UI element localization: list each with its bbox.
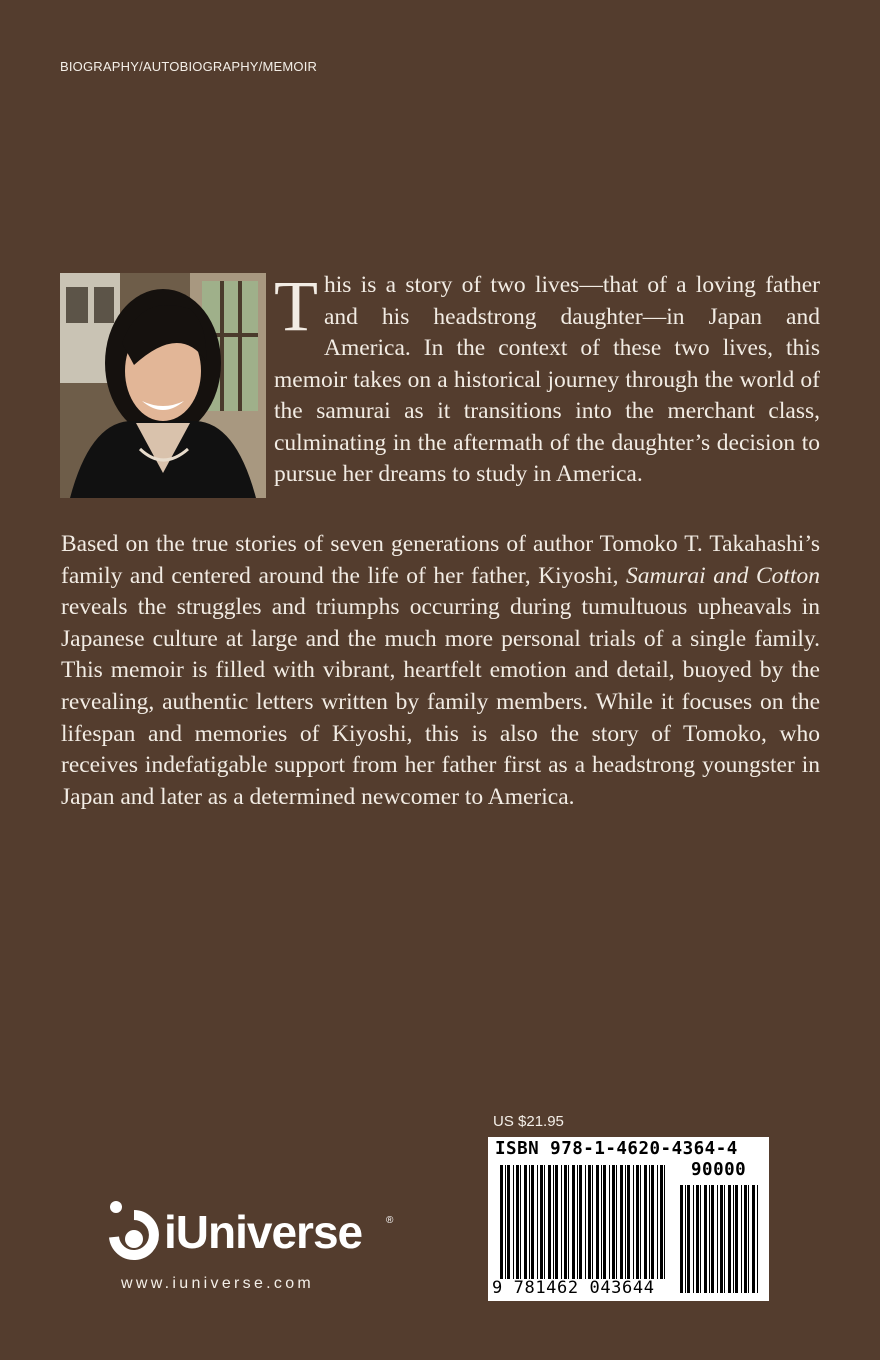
barcode-bar [700,1185,701,1293]
barcode-bar [572,1165,575,1279]
blurb-main-text-end: reveals the struggles and triumphs occurring during tumultuous upheavals in Japanese culture at large and the much more personal trials of a single family. This memoir is filled with vibrant, heartfelt emotion and detail, buoyed by the revealing, authentic letters written by family members. While it focuses on the lifespan and memories of Kiyoshi, this is also the story of Tomoko, who receives indefatigable support from her father first as a headstrong youngster in Japan and later as a determined newcomer to America. [61,594,820,810]
barcode-bar [660,1165,663,1279]
barcode-bar [601,1165,602,1279]
barcode-bar [548,1165,551,1279]
barcode-bar [720,1185,723,1293]
barcode-bar [693,1185,694,1293]
barcode-bar [516,1165,519,1279]
barcode-bar [757,1185,758,1293]
barcode-bar [680,1185,683,1293]
barcode-bar [520,1165,521,1279]
blurb-main-paragraph [61,529,820,813]
barcode-bar [540,1165,543,1279]
barcode-bar [620,1165,623,1279]
barcode-bar [579,1165,582,1279]
barcode-bar [744,1185,747,1293]
book-title-italic: Samurai and Cotton [626,562,820,589]
publisher-website: www.iuniverse.com [121,1275,315,1292]
barcode-bar [596,1165,599,1279]
barcode-bar [636,1165,639,1279]
barcode-bar [733,1185,734,1293]
barcode-bar [711,1185,714,1293]
barcode-digits: 9 781462 043644 [492,1278,655,1298]
barcode-bar [505,1165,506,1279]
barcode-bar [752,1185,755,1293]
barcode-bar [537,1165,538,1279]
barcode-bar [603,1165,606,1279]
genre-category: BIOGRAPHY/AUTOBIOGRAPHY/MEMOIR [60,59,318,74]
iuniverse-logo-icon [104,1197,164,1269]
barcode-bar [531,1165,534,1279]
barcode-bar [717,1185,718,1293]
barcode-bar [685,1185,686,1293]
barcode-bar [724,1185,725,1293]
barcode-bar [735,1185,738,1293]
isbn-barcode [488,1137,769,1301]
barcode-bar [544,1165,545,1279]
barcode-bar [524,1165,527,1279]
barcode-bar [513,1165,514,1279]
barcode-bar [709,1185,710,1293]
author-photo [60,273,266,498]
drop-cap: T [274,266,318,346]
barcode-bar [507,1165,510,1279]
barcode-bar [561,1165,562,1279]
barcode-bar [640,1165,641,1279]
barcode-bar [529,1165,530,1279]
barcode-bar [728,1185,731,1293]
barcode-bar [625,1165,626,1279]
registered-mark: ® [386,1215,394,1226]
price-addon-code: 90000 [691,1160,747,1180]
barcode-bar [627,1165,630,1279]
publisher-name: iUniverse [164,1206,363,1258]
barcode-bar [748,1185,749,1293]
barcode-bar [664,1165,665,1279]
barcode-bar [555,1165,558,1279]
blurb-intro-paragraph [274,266,820,491]
barcode-bar [696,1185,699,1293]
barcode-bar [649,1165,650,1279]
barcode-bar [633,1165,634,1279]
isbn-label: ISBN 978-1-4620-4364-4 [495,1139,738,1159]
barcode-bar [588,1165,591,1279]
barcode-bar [609,1165,610,1279]
barcode-bar [568,1165,569,1279]
price-label: US $21.95 [493,1113,564,1130]
blurb-intro-text: his is a story of two lives—that of a loving father and his headstrong daughter—in Japan and America. In the context of these two lives, this memoir takes on a historical journey through the world of the samurai as it transitions into the merchant class, culminating in the aftermath of the daughter’s decision to pursue her dreams to study in America. [274,272,820,487]
barcode-bar [585,1165,586,1279]
barcode-bar [564,1165,567,1279]
barcode-bar [741,1185,742,1293]
barcode-bar [592,1165,593,1279]
publisher-logo [104,1195,404,1275]
barcode-bar [577,1165,578,1279]
barcode-bar [500,1165,503,1279]
barcode-bar [651,1165,654,1279]
blurb-main-text-start: Based on the true stories of seven generations of author Tomoko T. Takahashi’s family and centered around the life of her father, Kiyoshi, [61,531,820,589]
barcode-bar [704,1185,707,1293]
barcode-bar [644,1165,647,1279]
barcode-bar [616,1165,617,1279]
barcode-bar [657,1165,658,1279]
barcode-bar [687,1185,690,1293]
barcode-bar [553,1165,554,1279]
barcode-bar [612,1165,615,1279]
